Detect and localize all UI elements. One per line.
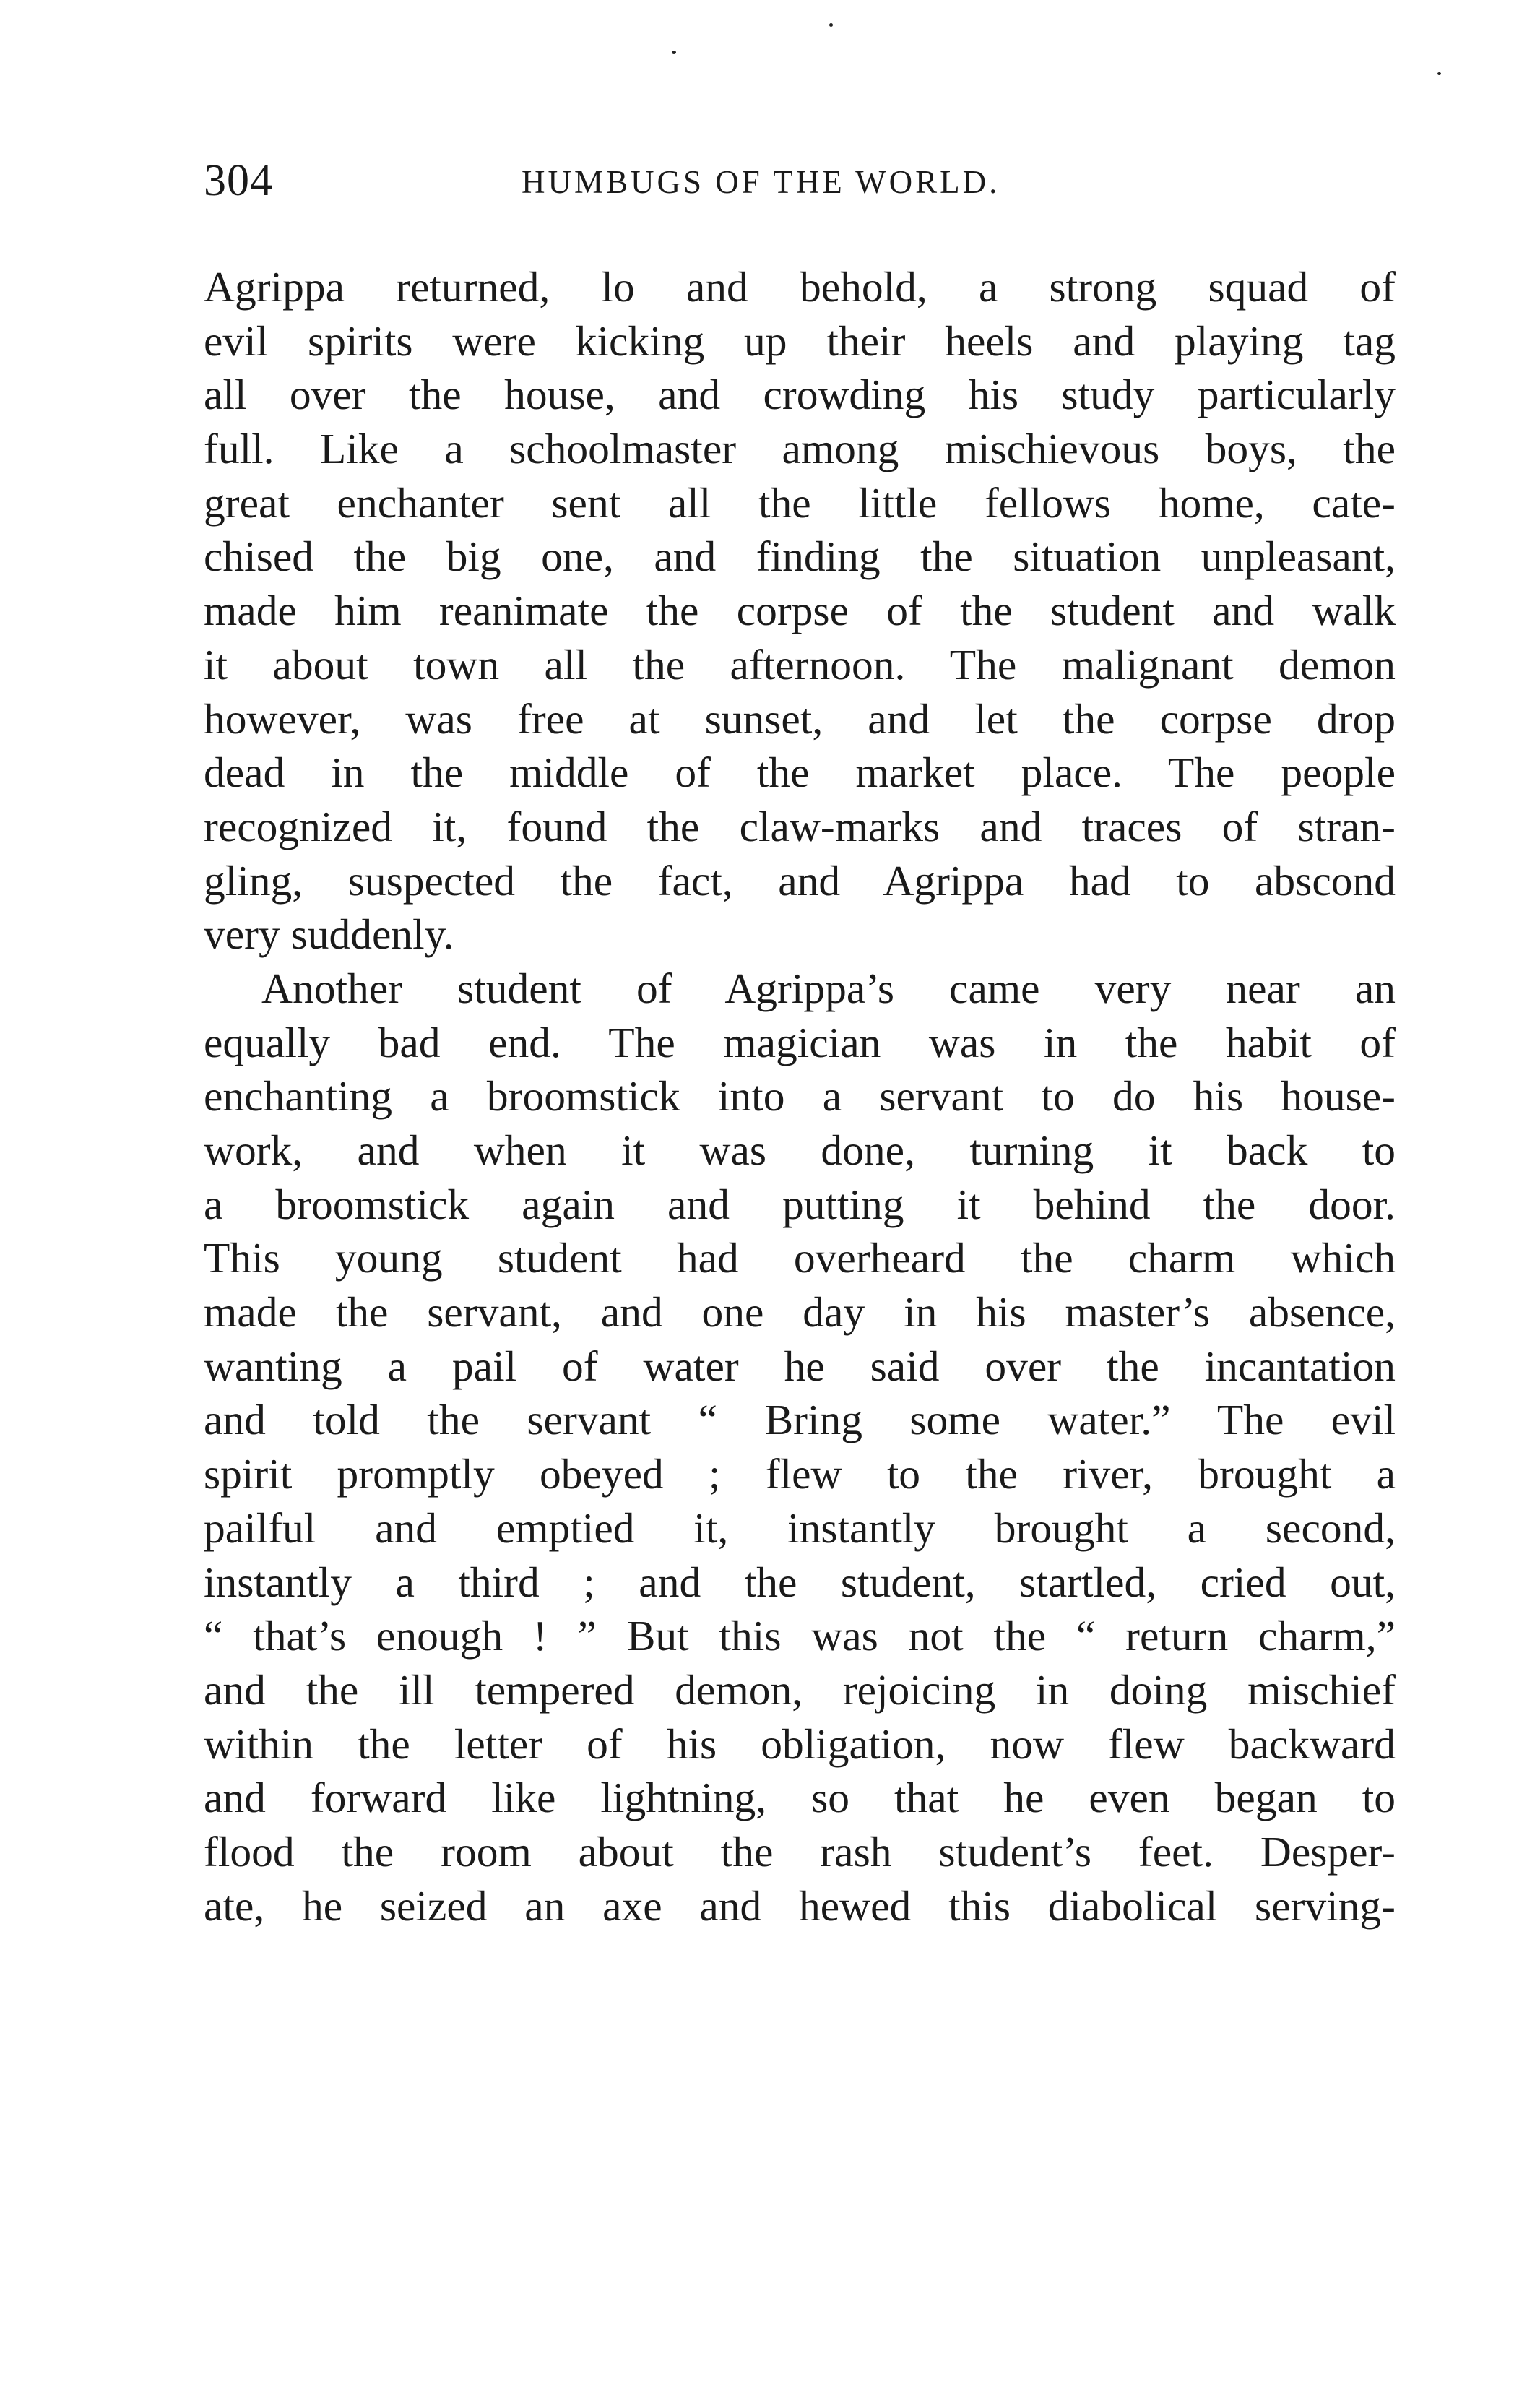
paragraph	[204, 260, 1396, 962]
paragraph	[204, 962, 1396, 1933]
text-line: a broomstick again and putting it behind the door.	[204, 1180, 1396, 1228]
text-line: instantly a third ; and the student, startled, cried out,	[204, 1558, 1396, 1606]
text-line: very suddenly.	[204, 910, 454, 959]
running-head: HUMBUGS OF THE WORLD.	[522, 164, 1000, 200]
print-speck	[672, 51, 676, 54]
text-line: however, was free at sunset, and let the corpse drop	[204, 694, 1396, 743]
text-line: and forward like lightning, so that he even began to	[204, 1774, 1396, 1822]
text-line: and the ill tempered demon, rejoicing in doing mischief	[204, 1665, 1396, 1714]
text-line: work, and when it was done, turning it back to	[204, 1126, 1396, 1174]
text-line: ate, he seized an axe and hewed this diabolical serving-	[204, 1881, 1396, 1930]
page-header	[204, 148, 1396, 213]
text-line: great enchanter sent all the little fellows home, cate-	[204, 478, 1396, 527]
page-number: 304	[204, 156, 273, 205]
text-line: within the letter of his obligation, now flew backward	[204, 1719, 1396, 1768]
text-line: wanting a pail of water he said over the incantation	[204, 1342, 1396, 1390]
text-line: it about town all the afternoon. The malignant demon	[204, 640, 1396, 689]
text-line: Another student of Agrippa’s came very near an	[261, 964, 1396, 1012]
print-speck	[1437, 72, 1441, 75]
text-line: recognized it, found the claw-marks and traces of stran-	[204, 802, 1396, 850]
text-line: enchanting a broomstick into a servant to do his house-	[204, 1072, 1396, 1121]
text-line: full. Like a schoolmaster among mischievous boys, the	[204, 425, 1396, 473]
text-line: flood the room about the rash student’s feet. Desper-	[204, 1827, 1396, 1876]
text-line: gling, suspected the fact, and Agrippa had to abscond	[204, 856, 1396, 905]
text-line: This young student had overheard the charm which	[204, 1234, 1396, 1282]
text-line: “ that’s enough ! ” But this was not the “ return charm,”	[204, 1612, 1396, 1660]
text-line: evil spirits were kicking up their heels and playing tag	[204, 316, 1396, 365]
text-line: all over the house, and crowding his study particularly	[204, 371, 1396, 419]
text-line: equally bad end. The magician was in the habit of	[204, 1018, 1396, 1066]
text-line: pailful and emptied it, instantly brought a second,	[204, 1503, 1396, 1552]
text-line: dead in the middle of the market place. The people	[204, 748, 1396, 797]
text-line: chised the big one, and finding the situation unpleasant,	[204, 532, 1396, 581]
text-line: made the servant, and one day in his master’s absence,	[204, 1288, 1396, 1337]
text-line: Agrippa returned, lo and behold, a strong squad of	[204, 263, 1396, 311]
text-line: and told the servant “ Bring some water.” The evil	[204, 1396, 1396, 1444]
text-line: made him reanimate the corpse of the student and walk	[204, 587, 1396, 635]
body-text	[204, 260, 1396, 1933]
print-speck	[829, 23, 833, 27]
text-line: spirit promptly obeyed ; flew to the river, brought a	[204, 1450, 1396, 1498]
